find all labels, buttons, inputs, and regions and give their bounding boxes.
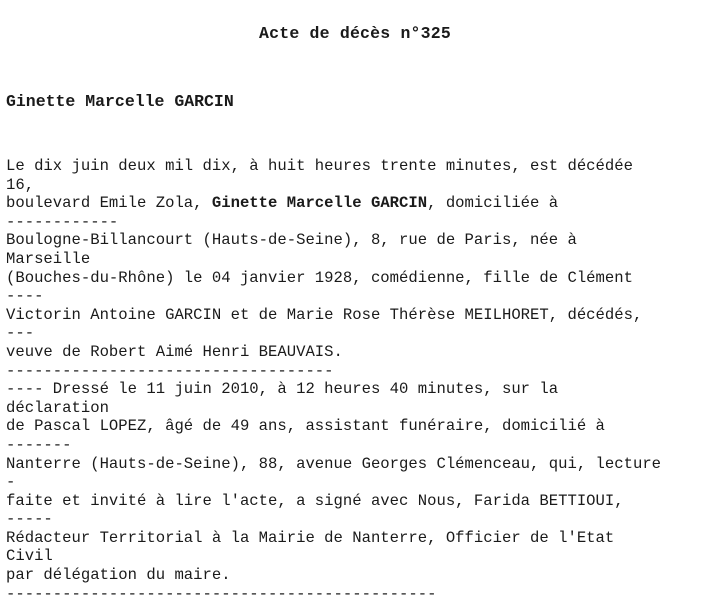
dash-filler: ----------------------------------------------	[6, 584, 437, 603]
body-line: 16,	[6, 175, 35, 194]
body-line-end: , domiciliée à	[427, 194, 559, 213]
body-line-with-name	[6, 194, 706, 213]
body-line: Boulogne-Billancourt (Hauts-de-Seine), 8, rue de Paris, née à	[6, 231, 577, 250]
body-line: faite et invité à lire l'acte, a signé avec Nous, Farida BETTIOUI,	[6, 491, 624, 510]
body-line: Civil	[6, 547, 53, 566]
body-line: déclaration	[6, 398, 109, 417]
body-line: ---- Dressé le 11 juin 2010, à 12 heures 40 minutes, sur la	[6, 380, 559, 399]
body-line: Victorin Antoine GARCIN et de Marie Rose Thérèse MEILHORET, décédés,	[6, 305, 643, 324]
deceased-name-bold: Ginette Marcelle GARCIN	[211, 194, 428, 213]
certificate-body	[6, 157, 706, 603]
body-line: Nanterre (Hauts-de-Seine), 88, avenue Georges Clémenceau, qui, lecture	[6, 454, 662, 473]
document-title: Acte de décès n°325	[259, 24, 451, 43]
body-line: (Bouches-du-Rhône) le 04 janvier 1928, comédienne, fille de Clément	[6, 268, 633, 287]
person-name-heading: Ginette Marcelle GARCIN	[6, 92, 234, 111]
body-line-start: boulevard Emile Zola,	[6, 194, 212, 213]
dash-filler: -------	[6, 435, 72, 454]
body-line: de Pascal LOPEZ, âgé de 49 ans, assistant funéraire, domicilié à	[6, 417, 605, 436]
body-line: veuve de Robert Aimé Henri BEAUVAIS.	[6, 342, 343, 361]
dash-filler: -----------------------------------	[6, 361, 334, 380]
dash-filler: ----	[6, 287, 44, 306]
dash-filler: -	[6, 473, 16, 492]
dash-filler: ---	[6, 324, 35, 343]
body-line: Rédacteur Territorial à la Mairie de Nanterre, Officier de l'Etat	[6, 528, 615, 547]
body-line: par délégation du maire.	[6, 566, 231, 585]
dash-filler: ------------	[6, 212, 119, 231]
dash-filler: -----	[6, 510, 53, 529]
body-line: Le dix juin deux mil dix, à huit heures trente minutes, est décédée	[6, 157, 633, 175]
body-line: Marseille	[6, 249, 91, 268]
